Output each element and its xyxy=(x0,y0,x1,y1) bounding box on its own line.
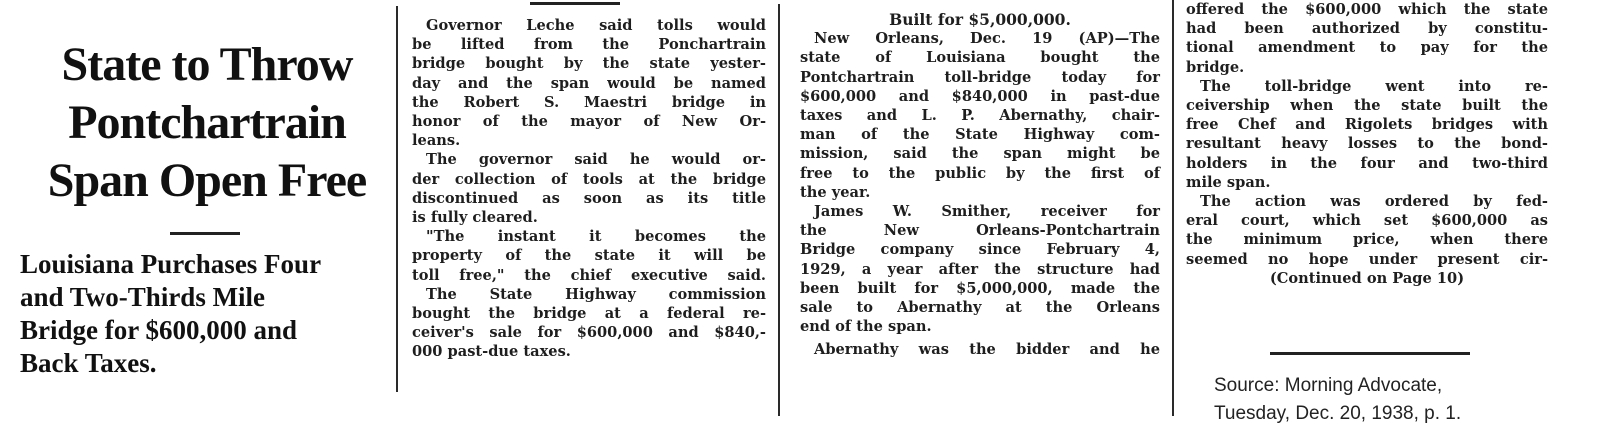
text-line: James W. Smither, receiver for xyxy=(814,203,1160,221)
text-line: state of Louisiana bought the xyxy=(800,49,1160,67)
text-line: New Orleans, Dec. 19 (AP)—The xyxy=(814,30,1160,48)
column-rule xyxy=(778,4,780,416)
text-line: bridge bought by the state yester- xyxy=(412,55,766,73)
text-line: be lifted from the Ponchartrain xyxy=(412,36,766,54)
text-line: bridge. xyxy=(1186,58,1245,76)
text-line: been built for $5,000,000, made the xyxy=(800,279,1160,297)
text-line: resultant heavy losses to the bond- xyxy=(1186,135,1548,153)
text-line: The governor said he would or- xyxy=(426,151,766,169)
text-line: the year. xyxy=(800,183,871,201)
subheadline xyxy=(20,248,392,380)
subheadline-line: Back Taxes. xyxy=(20,348,157,378)
headline xyxy=(22,36,392,210)
text-line: toll free," the chief executive said. xyxy=(412,266,766,284)
text-line: free Chef and Rigolets bridges with xyxy=(1186,116,1548,134)
text-line: the New Orleans-Pontchartrain xyxy=(800,222,1160,240)
text-line: tional amendment to pay for the xyxy=(1186,39,1548,57)
article-column-3 xyxy=(800,10,1160,360)
text-line: the minimum price, when there xyxy=(1186,231,1548,249)
text-line: end of the span. xyxy=(800,318,932,336)
text-line: taxes and L. P. Abernathy, chair- xyxy=(800,107,1160,125)
text-line: had been authorized by constitu- xyxy=(1186,20,1548,38)
section-heading: Built for $5,000,000. xyxy=(889,10,1071,29)
text-line: property of the state it will be xyxy=(412,247,766,265)
text-line: der collection of tools at the bridge xyxy=(412,170,766,188)
text-line: holders in the four and two-third xyxy=(1186,154,1548,172)
text-line: Bridge company since February 4, xyxy=(800,241,1160,259)
source-caption xyxy=(1214,372,1461,428)
column-rule xyxy=(1172,0,1174,416)
text-line: The State Highway commission xyxy=(426,285,766,303)
continued-note: (Continued on Page 10) xyxy=(1269,269,1465,287)
source-line: Tuesday, Dec. 20, 1938, p. 1. xyxy=(1214,403,1462,424)
text-line: 000 past-due taxes. xyxy=(412,343,571,361)
column-top-rule xyxy=(530,2,620,5)
text-line: bought the bridge at a federal re- xyxy=(412,305,766,323)
text-line: discontinued as soon as its title xyxy=(412,189,766,207)
text-line: Governor Leche said tolls would xyxy=(426,17,766,34)
text-line: the Robert S. Maestri bridge in xyxy=(412,93,766,111)
text-line: is fully cleared. xyxy=(412,209,538,227)
text-line: "The instant it becomes the xyxy=(426,228,766,246)
text-line: $600,000 and $840,000 in past-due xyxy=(800,87,1160,105)
text-line: mile span. xyxy=(1186,173,1271,191)
headline-line: Span Open Free xyxy=(47,154,367,207)
headline-line: Pontchartrain xyxy=(68,96,346,149)
article-column-4 xyxy=(1186,0,1548,288)
column-rule xyxy=(396,6,398,392)
subheadline-line: and Two-Thirds Mile xyxy=(20,282,266,312)
text-line: sale to Abernathy at the Orleans xyxy=(800,299,1160,317)
text-line: Pontchartrain toll-bridge today for xyxy=(800,68,1160,86)
text-line: eral court, which set $600,000 as xyxy=(1186,212,1548,230)
text-line: The action was ordered by fed- xyxy=(1200,193,1548,211)
text-line: honor of the mayor of New Or- xyxy=(412,113,766,131)
text-line: seemed no hope under present cir- xyxy=(1186,250,1548,268)
text-line: free to the public by the first of xyxy=(800,164,1160,182)
text-line: leans. xyxy=(412,132,461,150)
text-line: ceivership when the state built the xyxy=(1186,97,1548,115)
text-line: offered the $600,000 which the state xyxy=(1186,1,1548,18)
headline-line: State to Throw xyxy=(61,38,353,91)
subheadline-line: Louisiana Purchases Four xyxy=(20,249,322,279)
headline-separator xyxy=(170,232,240,235)
text-line: Abernathy was the bidder and he xyxy=(814,341,1160,359)
subheadline-line: Bridge for $600,000 and xyxy=(20,315,298,345)
text-line: ceiver's sale for $600,000 and $840,- xyxy=(412,324,766,342)
source-line: Source: Morning Advocate, xyxy=(1214,375,1443,396)
continued-rule xyxy=(1270,352,1470,355)
text-line: man of the State Highway com- xyxy=(800,126,1160,144)
text-line: mission, said the span might be xyxy=(800,145,1160,163)
text-line: 1929, a year after the structure had xyxy=(800,260,1160,278)
text-line: The toll-bridge went into re- xyxy=(1200,77,1548,95)
article-column-2 xyxy=(412,16,766,362)
text-line: day and the span would be named xyxy=(412,74,766,92)
